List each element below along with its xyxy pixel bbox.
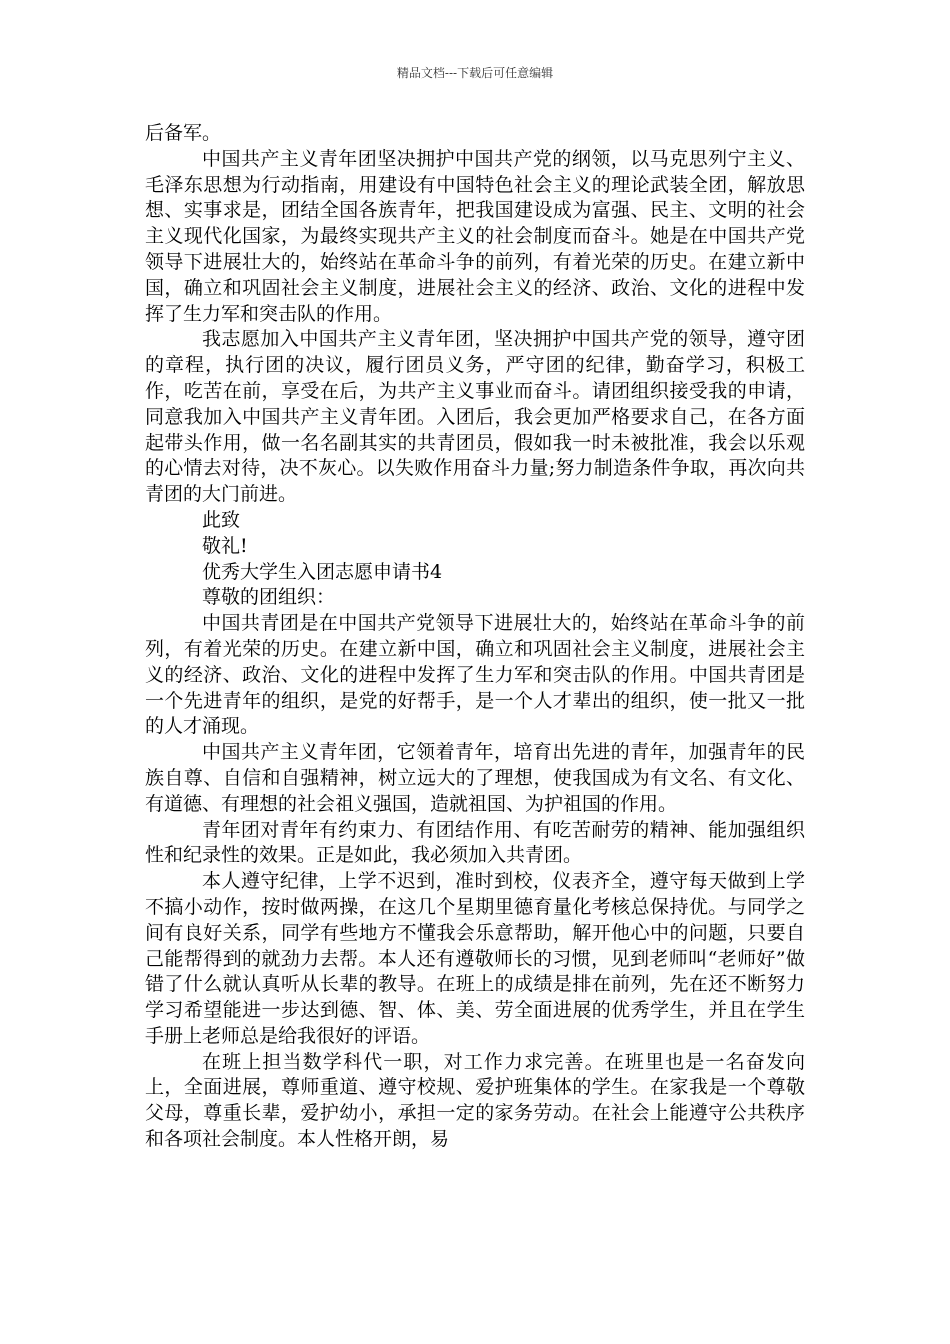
closing-regards: 敬礼! — [202, 534, 248, 557]
paragraph-league-effect: 青年团对青年有约束力、有团结作用、有吃苦耐劳的精神、能加强组织性和纪录性的效果。正是如此，我必须加入共青团。 — [145, 818, 805, 867]
letter-greeting: 尊敬的团组织： — [202, 586, 336, 609]
paragraph-class-duties: 在班上担当数学科代一职，对工作力求完善。在班里也是一名奋发向上，全面进展，尊师重道、遵守校规、爱护班集体的学生。在家我是一个尊敬父母，尊重长辈，爱护幼小，承担一定的家务劳动。在社会上能遵守公共秩序和各项社会制度。本人性格开朗，易 — [145, 1050, 805, 1151]
paragraph-league-history: 中国共青团是在中国共产党领导下进展壮大的，始终站在革命斗争的前列，有着光荣的历史。在建立新中国，确立和巩固社会主义制度，进展社会主义的经济、政治、文化的进程中发挥了生力军和突击队的作用。中国共青团是一个先进青年的组织，是党的好帮手，是一个人才辈出的组织，使一批又一批的人才涌现。 — [145, 612, 805, 738]
paragraph-league-role: 中国共产主义青年团，它领着青年，培育出先进的青年，加强青年的民族自尊、自信和自强精神，树立远大的了理想，使我国成为有文名、有文化、有道德、有理想的社会祖义强国，造就祖国、为护祖国的作用。 — [145, 741, 805, 815]
page-header: 精品文档---下载后可任意编辑 — [396, 66, 554, 80]
section-title: 优秀大学生入团志愿申请书4 — [202, 560, 443, 583]
document-body — [145, 121, 805, 1153]
closing-salutation: 此致 — [202, 508, 241, 531]
paragraph-league-program: 中国共产主义青年团坚决拥护中国共产党的纲领，以马克思列宁主义、毛泽东思想为行动指南，用建设有中国特色社会主义的理论武装全团，解放思想、实事求是，团结全国各族青年，把我国建设成为富强、民主、文明的社会主义现代化国家，为最终实现共产主义的社会制度而奋斗。她是在中国共产党领导下进展壮大的，始终站在革命斗争的前列，有着光荣的历史。在建立新中国，确立和巩固社会主义制度，进展社会主义的经济、政治、文化的进程中发挥了生力军和突击队的作用。 — [145, 147, 805, 325]
paragraph-continuation: 后备军。 — [145, 122, 222, 144]
paragraph-self-discipline: 本人遵守纪律，上学不迟到，准时到校，仪表齐全，遵守每天做到上学不搞小动作，按时做两操，在这几个星期里德育量化考核总保持优。与同学之间有良好关系，同学有些地方不懂我会乐意帮助，解开他心中的问题，只要自己能帮得到的就劲力去帮。本人还有遵敬师长的习惯，见到老师叫“老师好”做错了什么就认真听从长辈的教导。在班上的成绩是排在前列，先在还不断努力学习希望能进一步达到德、智、体、美、劳全面进展的优秀学生，并且在学生手册上老师总是给我很好的评语。 — [145, 870, 805, 1047]
paragraph-volunteer-pledge: 我志愿加入中国共产主义青年团，坚决拥护中国共产党的领导，遵守团的章程，执行团的决议，履行团员义务，严守团的纪律，勤奋学习，积极工作，吃苦在前，享受在后，为共产主义事业而奋斗。请团组织接受我的申请，同意我加入中国共产主义青年团。入团后，我会更加严格要求自己，在各方面起带头作用，做一名名副其实的共青团员，假如我一时未被批准，我会以乐观的心情去对待，决不灰心。以失败作用奋斗力量;努力制造条件争取，再次向共青团的大门前进。 — [145, 328, 805, 506]
